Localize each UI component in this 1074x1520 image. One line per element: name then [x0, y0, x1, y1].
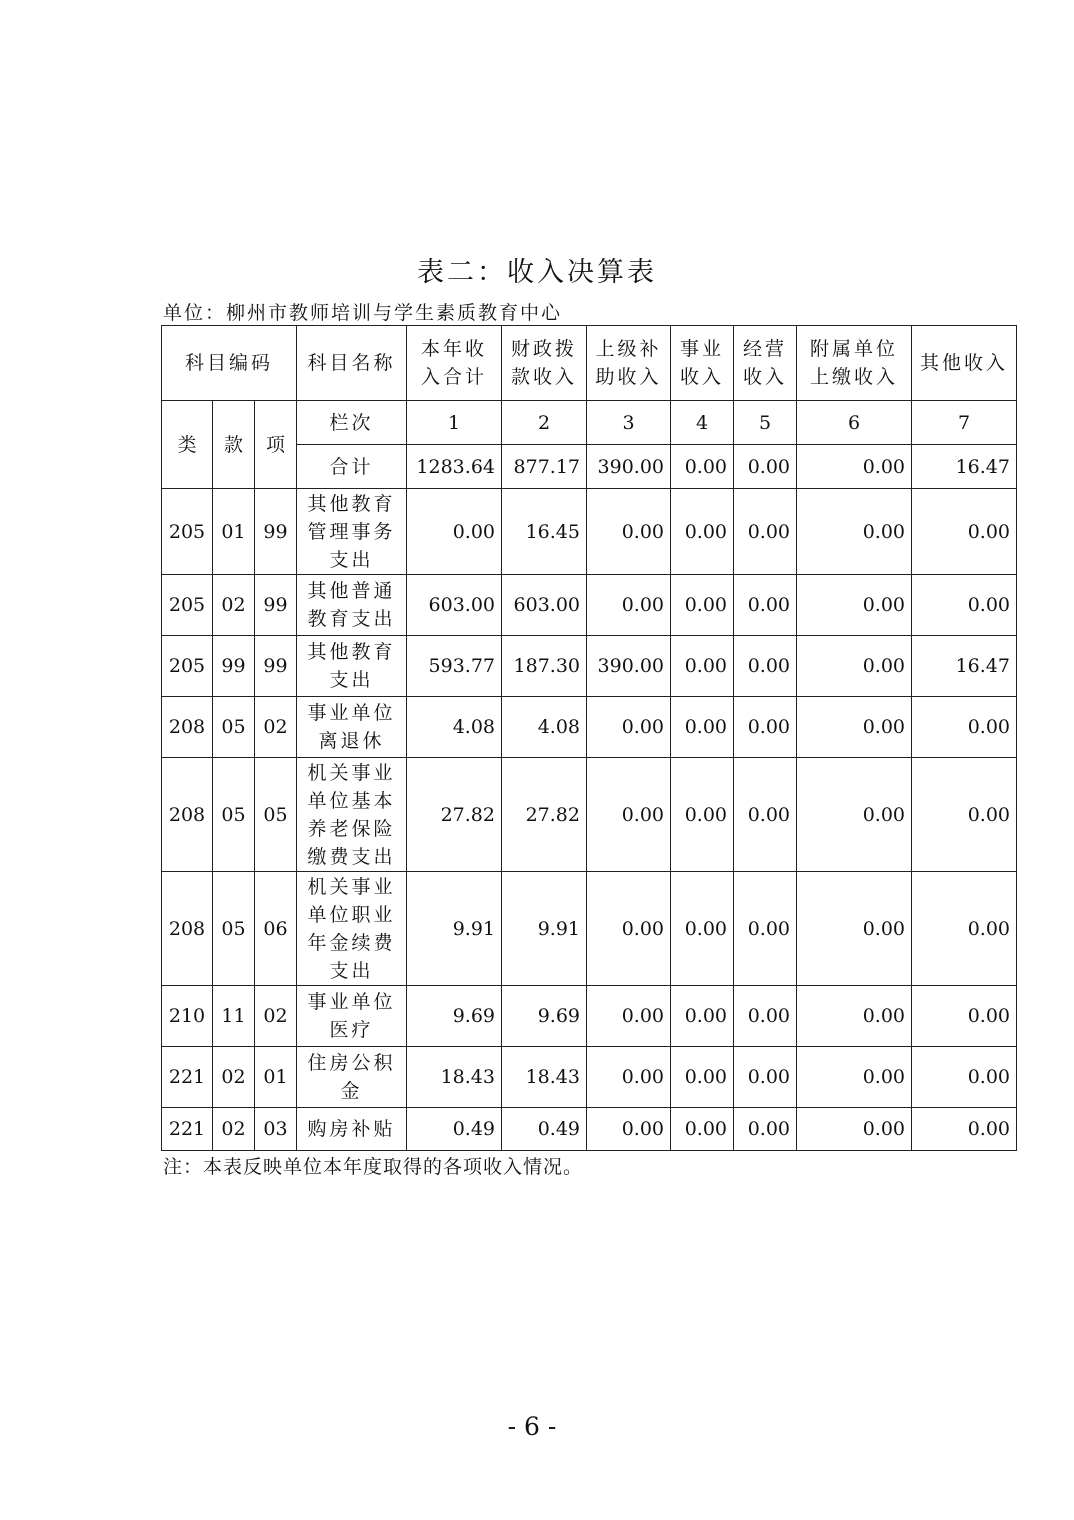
- cell-lei: 205: [162, 575, 213, 636]
- cell-v2: 9.91: [502, 872, 587, 986]
- cell-v1: 4.08: [407, 697, 502, 758]
- cell-v1: 18.43: [407, 1047, 502, 1108]
- cell-name: 住房公积金: [297, 1047, 407, 1108]
- total-v5: 0.00: [734, 445, 797, 489]
- cell-v3: 0.00: [587, 1047, 671, 1108]
- income-table: [161, 325, 1017, 1151]
- header-lei: 类: [162, 401, 213, 489]
- cell-kuan: 05: [213, 758, 255, 872]
- cell-xiang: 99: [255, 489, 297, 575]
- cell-v1: 9.69: [407, 986, 502, 1047]
- cell-kuan: 11: [213, 986, 255, 1047]
- cell-v4: 0.00: [671, 872, 734, 986]
- cell-v7: 0.00: [912, 1108, 1017, 1151]
- page-number: - 6 -: [507, 1412, 557, 1441]
- cell-v1: 9.91: [407, 872, 502, 986]
- cell-lei: 208: [162, 872, 213, 986]
- cell-v3: 0.00: [587, 575, 671, 636]
- cell-kuan: 01: [213, 489, 255, 575]
- cell-v6: 0.00: [797, 872, 912, 986]
- cell-v4: 0.00: [671, 697, 734, 758]
- cell-kuan: 02: [213, 1108, 255, 1151]
- cell-v3: 0.00: [587, 489, 671, 575]
- cell-v2: 187.30: [502, 636, 587, 697]
- cell-v5: 0.00: [734, 758, 797, 872]
- total-label: 合计: [297, 445, 407, 489]
- cell-name: 事业单位离退休: [297, 697, 407, 758]
- cell-v5: 0.00: [734, 636, 797, 697]
- cell-v4: 0.00: [671, 1047, 734, 1108]
- cell-kuan: 05: [213, 872, 255, 986]
- column-number-row: [162, 401, 1017, 445]
- cell-lei: 221: [162, 1108, 213, 1151]
- cell-v5: 0.00: [734, 986, 797, 1047]
- header-xiang: 项: [255, 401, 297, 489]
- cell-v6: 0.00: [797, 489, 912, 575]
- cell-xiang: 99: [255, 636, 297, 697]
- cell-v2: 16.45: [502, 489, 587, 575]
- cell-v7: 0.00: [912, 697, 1017, 758]
- cell-xiang: 02: [255, 697, 297, 758]
- cell-v3: 0.00: [587, 1108, 671, 1151]
- total-v3: 390.00: [587, 445, 671, 489]
- cell-v4: 0.00: [671, 636, 734, 697]
- header-code: 科目编码: [162, 326, 297, 401]
- table-row: [162, 758, 1017, 872]
- cell-v7: 0.00: [912, 489, 1017, 575]
- total-v7: 16.47: [912, 445, 1017, 489]
- cell-name: 事业单位医疗: [297, 986, 407, 1047]
- total-v4: 0.00: [671, 445, 734, 489]
- cell-xiang: 03: [255, 1108, 297, 1151]
- col-number-6: 6: [797, 401, 912, 445]
- total-v1: 1283.64: [407, 445, 502, 489]
- cell-v6: 0.00: [797, 575, 912, 636]
- cell-v7: 0.00: [912, 575, 1017, 636]
- cell-kuan: 99: [213, 636, 255, 697]
- cell-v6: 0.00: [797, 697, 912, 758]
- cell-v5: 0.00: [734, 697, 797, 758]
- col-number-3: 3: [587, 401, 671, 445]
- cell-xiang: 05: [255, 758, 297, 872]
- cell-lei: 221: [162, 1047, 213, 1108]
- cell-v7: 0.00: [912, 986, 1017, 1047]
- cell-xiang: 06: [255, 872, 297, 986]
- cell-v1: 603.00: [407, 575, 502, 636]
- cell-v4: 0.00: [671, 1108, 734, 1151]
- cell-lei: 210: [162, 986, 213, 1047]
- cell-v3: 0.00: [587, 697, 671, 758]
- table-row: [162, 575, 1017, 636]
- cell-lei: 208: [162, 758, 213, 872]
- table-row: [162, 1047, 1017, 1108]
- header-col7: 其他收入: [912, 326, 1017, 401]
- table-row: [162, 636, 1017, 697]
- cell-v2: 603.00: [502, 575, 587, 636]
- cell-v5: 0.00: [734, 1108, 797, 1151]
- table-row: [162, 489, 1017, 575]
- cell-v3: 0.00: [587, 758, 671, 872]
- cell-name: 其他教育管理事务支出: [297, 489, 407, 575]
- cell-kuan: 02: [213, 1047, 255, 1108]
- table-row: [162, 986, 1017, 1047]
- header-lanci: 栏次: [297, 401, 407, 445]
- cell-v7: 0.00: [912, 872, 1017, 986]
- cell-v2: 9.69: [502, 986, 587, 1047]
- col-number-1: 1: [407, 401, 502, 445]
- header-col5: 经营收入: [734, 326, 797, 401]
- cell-v7: 0.00: [912, 758, 1017, 872]
- cell-kuan: 02: [213, 575, 255, 636]
- cell-name: 机关事业单位职业年金续费支出: [297, 872, 407, 986]
- header-col1: 本年收入合计: [407, 326, 502, 401]
- cell-v7: 16.47: [912, 636, 1017, 697]
- col-number-7: 7: [912, 401, 1017, 445]
- cell-v5: 0.00: [734, 872, 797, 986]
- cell-v1: 27.82: [407, 758, 502, 872]
- cell-v3: 390.00: [587, 636, 671, 697]
- col-number-5: 5: [734, 401, 797, 445]
- cell-xiang: 02: [255, 986, 297, 1047]
- cell-v1: 593.77: [407, 636, 502, 697]
- cell-v7: 0.00: [912, 1047, 1017, 1108]
- header-col3: 上级补助收入: [587, 326, 671, 401]
- unit-line: 单位：柳州市教师培训与学生素质教育中心: [163, 302, 563, 324]
- cell-lei: 205: [162, 636, 213, 697]
- cell-v6: 0.00: [797, 1108, 912, 1151]
- cell-v4: 0.00: [671, 986, 734, 1047]
- table-row: [162, 872, 1017, 986]
- cell-v2: 27.82: [502, 758, 587, 872]
- total-v6: 0.00: [797, 445, 912, 489]
- cell-v5: 0.00: [734, 489, 797, 575]
- header-col4: 事业收入: [671, 326, 734, 401]
- col-number-4: 4: [671, 401, 734, 445]
- cell-v1: 0.00: [407, 489, 502, 575]
- cell-v6: 0.00: [797, 986, 912, 1047]
- cell-v2: 4.08: [502, 697, 587, 758]
- cell-v6: 0.00: [797, 636, 912, 697]
- header-kuan: 款: [213, 401, 255, 489]
- header-col2: 财政拨款收入: [502, 326, 587, 401]
- total-v2: 877.17: [502, 445, 587, 489]
- cell-v4: 0.00: [671, 575, 734, 636]
- cell-v3: 0.00: [587, 986, 671, 1047]
- page-title: 表二：收入决算表: [417, 257, 657, 288]
- cell-v6: 0.00: [797, 1047, 912, 1108]
- cell-name: 其他教育支出: [297, 636, 407, 697]
- table-row: [162, 1108, 1017, 1151]
- cell-v6: 0.00: [797, 758, 912, 872]
- cell-kuan: 05: [213, 697, 255, 758]
- cell-v3: 0.00: [587, 872, 671, 986]
- cell-v4: 0.00: [671, 758, 734, 872]
- cell-v4: 0.00: [671, 489, 734, 575]
- cell-v2: 18.43: [502, 1047, 587, 1108]
- header-row: [162, 326, 1017, 401]
- header-col6: 附属单位上缴收入: [797, 326, 912, 401]
- cell-xiang: 99: [255, 575, 297, 636]
- cell-xiang: 01: [255, 1047, 297, 1108]
- table-row: [162, 697, 1017, 758]
- cell-name: 其他普通教育支出: [297, 575, 407, 636]
- cell-v1: 0.49: [407, 1108, 502, 1151]
- cell-lei: 205: [162, 489, 213, 575]
- cell-name: 购房补贴: [297, 1108, 407, 1151]
- cell-v2: 0.49: [502, 1108, 587, 1151]
- table-note: 注：本表反映单位本年度取得的各项收入情况。: [163, 1156, 584, 1178]
- cell-name: 机关事业单位基本养老保险缴费支出: [297, 758, 407, 872]
- cell-v5: 0.00: [734, 575, 797, 636]
- cell-v5: 0.00: [734, 1047, 797, 1108]
- col-number-2: 2: [502, 401, 587, 445]
- cell-lei: 208: [162, 697, 213, 758]
- header-name: 科目名称: [297, 326, 407, 401]
